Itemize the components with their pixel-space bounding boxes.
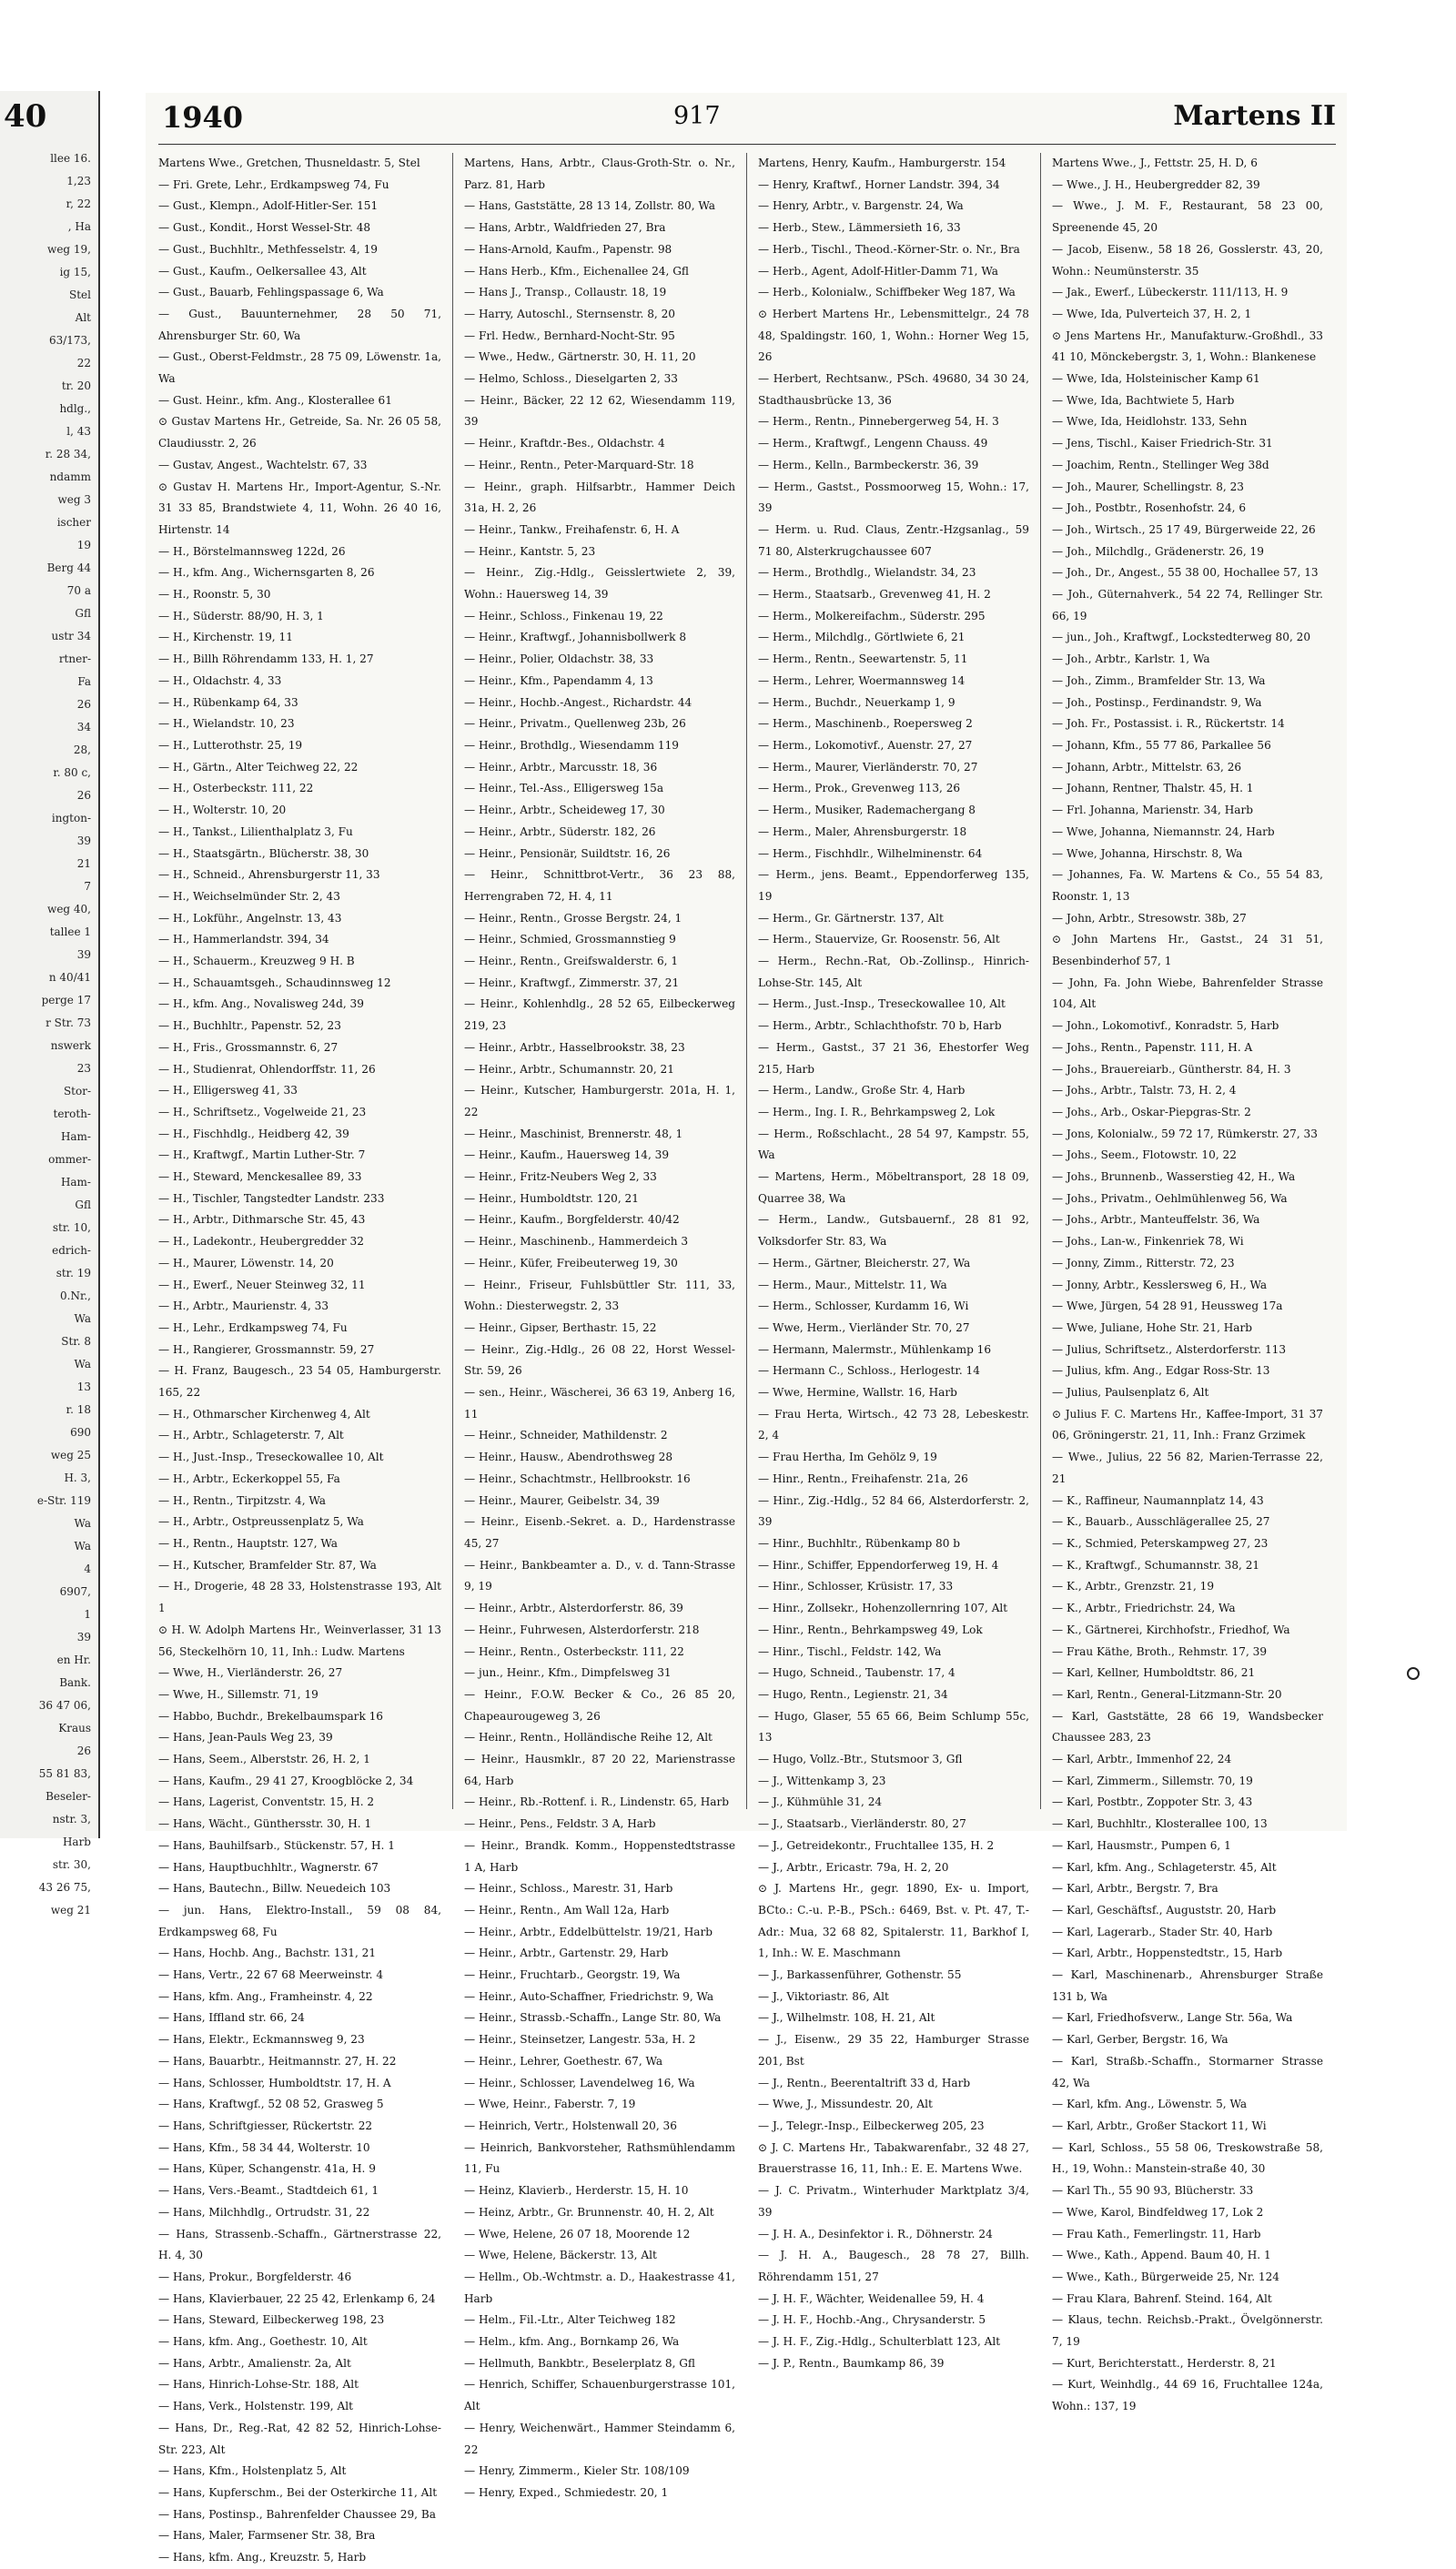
directory-column-2	[452, 153, 746, 2499]
directory-entries-1: Martens Wwe., Gretchen, Thusneldastr. 5, Stel — Fri. Grete, Lehr., Erdkampsweg 74, Fu — Gust., Klempn., Adolf-Hitler-Ser. 151 — Gust., Kondit., Horst Wessel-Str. 48 — Gust., Buchhltr., Methfesselstr. 4, 19 — Gust., Kaufm., Oelkersallee 43, Alt — Gust., Bauarb, Fehlingspassage 6, Wa — Gust., Bauunternehmer, 28 50 71, Ahrensburger Str. 60, Wa — Gust., Oberst-Feldmstr., 28 75 09, Löwenstr. 1a, Wa — Gust. Heinr., kfm. Ang., Klosterallee 61 ⊙ Gustav Martens Hr., Getreide, Sa. Nr. 26 05 58, Claudiusstr. 2, 26 — Gustav, Angest., Wachtelstr. 67, 33 ⊙ Gustav H. Martens Hr., Import-Agentur, S.-Nr. 31 33 85, Brandstwiete 4, 11, Wohn. 26 40 16, Hirtenstr. 14 — H., Börstelmannsweg 122d, 26 — H., kfm. Ang., Wichernsgarten 8, 26 — H., Roonstr. 5, 30 — H., Süderstr. 88/90, H. 3, 1 — H., Kirchenstr. 19, 11 — H., Billh Röhrendamm 133, H. 1, 27 — H., Oldachstr. 4, 33 — H., Rübenkamp 64, 33 — H., Wielandstr. 10, 23 — H., Lutterothstr. 25, 19 — H., Gärtn., Alter Teichweg 22, 22 — H., Osterbeckstr. 111, 22 — H., Wolterstr. 10, 20 — H., Tankst., Lilienthalplatz 3, Fu — H., Staatsgärtn., Blücherstr. 38, 30 — H., Schneid., Ahrensburgerstr 11, 33 — H., Weichselmünder Str. 2, 43 — H., Lokführ., Angelnstr. 13, 43 — H., Hammerlandstr. 394, 34 — H., Schauerm., Kreuzweg 9 H. B — H., Schauamtsgeh., Schaudinnsweg 12 — H., kfm. Ang., Novalisweg 24d, 39 — H., Buchhltr., Papenstr. 52, 23 — H., Fris., Grossmannstr. 6, 27 — H., Studienrat, Ohlendorffstr. 11, 26 — H., Elligersweg 41, 33 — H., Schriftsetz., Vogelweide 21, 23 — H., Fischhdlg., Heidberg 42, 39 — H., Kraftwgf., Martin Luther-Str. 7 — H., Steward, Menckesallee 89, 33 — H., Tischler, Tangstedter Landstr. 233 — H., Arbtr., Dithmarsche Str. 45, 43 — H., Ladekontr., Heubergredder 32 — H., Maurer, Löwenstr. 14, 20 — H., Ewerf., Neuer Steinweg 32, 11 — H., Arbtr., Maurienstr. 4, 33 — H., Lehr., Erdkampsweg 74, Fu — H., Rangierer, Grossmannstr. 59, 27 — H. Franz, Baugesch., 23 54 05, Hamburgerstr. 165, 22 — H., Othmarscher Kirchenweg 4, Alt — H., Arbtr., Schlageterstr. 7, Alt — H., Just.-Insp., Treseckowallee 10, Alt — H., Arbtr., Eckerkoppel 55, Fa — H., Rentn., Tirpitzstr. 4, Wa — H., Arbtr., Ostpreussenplatz 5, Wa — H., Rentn., Hauptstr. 127, Wa — H., Kutscher, Bramfelder Str. 87, Wa — H., Drogerie, 48 28 33, Holstenstrasse 193, Alt 1 ⊙ H. W. Adolph Martens Hr., Weinverlasser, 31 13 56, Steckelhörn 10, 11, Inh.: Ludw. Martens — Wwe, H., Vierländerstr. 26, 27 — Wwe, H., Sillemstr. 71, 19 — Habbo, Buchdr., Brekelbaumspark 16 — Hans, Jean-Pauls Weg 23, 39 — Hans, Seem., Alberststr. 26, H. 2, 1 — Hans, Kaufm., 29 41 27, Kroogblöcke 2, 34 — Hans, Lagerist, Conventstr. 15, H. 2 — Hans, Wächt., Günthersstr. 30, H. 1 — Hans, Bauhilfsarb., Stückenstr. 57, H. 1 — Hans, Hauptbuchhltr., Wagnerstr. 67 — Hans, Bautechn., Billw. Neuedeich 103 — jun. Hans, Elektro-Install., 59 08 84, Erdkampsweg 68, Fu — Hans, Hochb. Ang., Bachstr. 131, 21 — Hans, Vertr., 22 67 68 Meerweinstr. 4 — Hans, kfm. Ang., Framheinstr. 4, 22 — Hans, Iffland str. 66, 24 — Hans, Elektr., Eckmannsweg 9, 23 — Hans, Bauarbtr., Heitmannstr. 27, H. 22 — Hans, Schlosser, Humboldtstr. 17, H. A — Hans, Kraftwgf., 52 08 52, Grasweg 5 — Hans, Schriftgiesser, Rückertstr. 22 — Hans, Kfm., 58 34 44, Wolterstr. 10 — Hans, Küper, Schangenstr. 41a, H. 9 — Hans, Vers.-Beamt., Stadtdeich 61, 1 — Hans, Milchhdlg., Ortrudstr. 31, 22 — Hans, Strassenb.-Schaffn., Gärtnerstrasse 22, H. 4, 30 — Hans, Prokur., Borgfelderstr. 46 — Hans, Klavierbauer, 22 25 42, Erlenkamp 6, 24 — Hans, Steward, Eilbeckerweg 198, 23 — Hans, kfm. Ang., Goethestr. 10, Alt — Hans, Arbtr., Amalienstr. 2a, Alt — Hans, Hinrich-Lohse-Str. 188, Alt — Hans, Verk., Holstenstr. 199, Alt — Hans, Dr., Reg.-Rat, 42 82 52, Hinrich-Lohse-Str. 223, Alt — Hans, Kfm., Holstenplatz 5, Alt — Hans, Kupferschm., Bei der Osterkirche 11, Alt — Hans, Postinsp., Bahrenfelder Chaussee 29, Ba — Hans, Maler, Farmsener Str. 38, Bra — Hans, kfm. Ang., Kreuzstr. 5, Harb	[158, 157, 441, 2564]
directory-entries-2: Martens, Hans, Arbtr., Claus-Groth-Str. o. Nr., Parz. 81, Harb — Hans, Gaststätte, 28 13 14, Zollstr. 80, Wa — Hans, Arbtr., Waldfrieden 27, Bra — Hans-Arnold, Kaufm., Papenstr. 98 — Hans Herb., Kfm., Eichenallee 24, Gfl — Hans J., Transp., Collaustr. 18, 19 — Harry, Autoschl., Sternsenstr. 8, 20 — Frl. Hedw., Bernhard-Nocht-Str. 95 — Wwe., Hedw., Gärtnerstr. 30, H. 11, 20 — Helmo, Schloss., Dieselgarten 2, 33 — Heinr., Bäcker, 22 12 62, Wiesendamm 119, 39 — Heinr., Kraftdr.-Bes., Oldachstr. 4 — Heinr., Rentn., Peter-Marquard-Str. 18 — Heinr., graph. Hilfsarbtr., Hammer Deich 31a, H. 2, 26 — Heinr., Tankw., Freihafenstr. 6, H. A — Heinr., Kantstr. 5, 23 — Heinr., Zig.-Hdlg., Geisslertwiete 2, 39, Wohn.: Hauersweg 14, 39 — Heinr., Schloss., Finkenau 19, 22 — Heinr., Kraftwgf., Johannisbollwerk 8 — Heinr., Polier, Oldachstr. 38, 33 — Heinr., Kfm., Papendamm 4, 13 — Heinr., Hochb.-Angest., Richardstr. 44 — Heinr., Privatm., Quellenweg 23b, 26 — Heinr., Brothdlg., Wiesendamm 119 — Heinr., Arbtr., Marcusstr. 18, 36 — Heinr., Tel.-Ass., Elligersweg 15a — Heinr., Arbtr., Scheideweg 17, 30 — Heinr., Arbtr., Süderstr. 182, 26 — Heinr., Pensionär, Suildtstr. 16, 26 — Heinr., Schnittbrot-Vertr., 36 23 88, Herrengraben 72, H. 4, 11 — Heinr., Rentn., Grosse Bergstr. 24, 1 — Heinr., Schmied, Grossmannstieg 9 — Heinr., Rentn., Greifswalderstr. 6, 1 — Heinr., Kraftwgf., Zimmerstr. 37, 21 — Heinr., Kohlenhdlg., 28 52 65, Eilbeckerweg 219, 23 — Heinr., Arbtr., Hasselbrookstr. 38, 23 — Heinr., Arbtr., Schumannstr. 20, 21 — Heinr., Kutscher, Hamburgerstr. 201a, H. 1, 22 — Heinr., Maschinist, Brennerstr. 48, 1 — Heinr., Kaufm., Hauersweg 14, 39 — Heinr., Fritz-Neubers Weg 2, 33 — Heinr., Humboldtstr. 120, 21 — Heinr., Kaufm., Borgfelderstr. 40/42 — Heinr., Maschinenb., Hammerdeich 3 — Heinr., Küfer, Freibeuterweg 19, 30 — Heinr., Friseur, Fuhlsbüttler Str. 111, 33, Wohn.: Diesterwegstr. 2, 33 — Heinr., Gipser, Berthastr. 15, 22 — Heinr., Zig.-Hdlg., 26 08 22, Horst Wessel-Str. 59, 26 — sen., Heinr., Wäscherei, 36 63 19, Anberg 16, 11 — Heinr., Schneider, Mathildenstr. 2 — Heinr., Hausw., Abendrothsweg 28 — Heinr., Schachtmstr., Hellbrookstr. 16 — Heinr., Maurer, Geibelstr. 34, 39 — Heinr., Eisenb.-Sekret. a. D., Hardenstrasse 45, 27 — Heinr., Bankbeamter a. D., v. d. Tann-Strasse 9, 19 — Heinr., Arbtr., Alsterdorferstr. 86, 39 — Heinr., Fuhrwesen, Alsterdorferstr. 218 — Heinr., Rentn., Osterbeckstr. 111, 22 — jun., Heinr., Kfm., Dimpfelsweg 31 — Heinr., F.O.W. Becker & Co., 26 85 20, Chapeaurougeweg 3, 26 — Heinr., Rentn., Holländische Reihe 12, Alt — Heinr., Hausmklr., 87 20 22, Marienstrasse 64, Harb — Heinr., Rb.-Rottenf. i. R., Lindenstr. 65, Harb — Heinr., Pens., Feldstr. 3 A, Harb — Heinr., Brandk. Komm., Hoppenstedtstrasse 1 A, Harb — Heinr., Schloss., Marestr. 31, Harb — Heinr., Rentn., Am Wall 12a, Harb — Heinr., Arbtr., Eddelbüttelstr. 19/21, Harb — Heinr., Arbtr., Gartenstr. 29, Harb — Heinr., Fruchtarb., Georgstr. 19, Wa — Heinr., Auto-Schaffner, Friedrichstr. 9, Wa — Heinr., Strassb.-Schaffn., Lange Str. 80, Wa — Heinr., Steinsetzer, Langestr. 53a, H. 2 — Heinr., Lehrer, Goethestr. 67, Wa — Heinr., Schlosser, Lavendelweg 16, Wa — Wwe, Heinr., Faberstr. 7, 19 — Heinrich, Vertr., Holstenwall 20, 36 — Heinrich, Bankvorsteher, Rathsmühlendamm 11, Fu — Heinz, Klavierb., Herderstr. 15, H. 10 — Heinz, Arbtr., Gr. Brunnenstr. 40, H. 2, Alt — Wwe, Helene, 26 07 18, Moorende 12 — Wwe, Helene, Bäckerstr. 13, Alt — Hellm., Ob.-Wchtmstr. a. D., Haakestrasse 41, Harb — Helm., Fil.-Ltr., Alter Teichweg 182 — Helm., kfm. Ang., Bornkamp 26, Wa — Hellmuth, Bankbtr., Beselerplatz 8, Gfl — Henrich, Schiffer, Schauenburgerstrasse 101, Alt — Henry, Weichenwärt., Hammer Steindamm 6, 22 — Henry, Zimmerm., Kieler Str. 108/109 — Henry, Exped., Schmiedestr. 20, 1	[464, 157, 735, 2499]
adjacent-page-strip	[0, 91, 100, 1917]
directory-entries-3: Martens, Henry, Kaufm., Hamburgerstr. 154 — Henry, Kraftwf., Horner Landstr. 394, 34 — Henry, Arbtr., v. Bargenstr. 24, Wa — Herb., Stew., Lämmersieth 16, 33 — Herb., Tischl., Theod.-Körner-Str. o. Nr., Bra — Herb., Agent, Adolf-Hitler-Damm 71, Wa — Herb., Kolonialw., Schiffbeker Weg 187, Wa ⊙ Herbert Martens Hr., Lebensmittelgr., 24 78 48, Spaldingstr. 160, 1, Wohn.: Horner Weg 15, 26 — Herbert, Rechtsanw., PSch. 49680, 34 30 24, Stadthausbrücke 13, 36 — Herm., Rentn., Pinnebergerweg 54, H. 3 — Herm., Kraftwgf., Lengenn Chauss. 49 — Herm., Kelln., Barmbeckerstr. 36, 39 — Herm., Gastst., Possmoorweg 15, Wohn.: 17, 39 — Herm. u. Rud. Claus, Zentr.-Hzgsanlag., 59 71 80, Alsterkrugchaussee 607 — Herm., Brothdlg., Wielandstr. 34, 23 — Herm., Staatsarb., Grevenweg 41, H. 2 — Herm., Molkereifachm., Süderstr. 295 — Herm., Milchdlg., Görtlwiete 6, 21 — Herm., Rentn., Seewartenstr. 5, 11 — Herm., Lehrer, Woermannsweg 14 — Herm., Buchdr., Neuerkamp 1, 9 — Herm., Maschinenb., Roepersweg 2 — Herm., Lokomotivf., Auenstr. 27, 27 — Herm., Maurer, Vierländerstr. 70, 27 — Herm., Prok., Grevenweg 113, 26 — Herm., Musiker, Rademachergang 8 — Herm., Maler, Ahrensburgerstr. 18 — Herm., Fischhdlr., Wilhelminenstr. 64 — Herm., jens. Beamt., Eppendorferweg 135, 19 — Herm., Gr. Gärtnerstr. 137, Alt — Herm., Stauervize, Gr. Roosenstr. 56, Alt — Herm., Rechn.-Rat, Ob.-Zollinsp., Hinrich-Lohse-Str. 145, Alt — Herm., Just.-Insp., Treseckowallee 10, Alt — Herm., Arbtr., Schlachthofstr. 70 b, Harb — Herm., Gastst., 37 21 36, Ehestorfer Weg 215, Harb — Herm., Landw., Große Str. 4, Harb — Herm., Ing. I. R., Behrkampsweg 2, Lok — Herm., Roßschlacht., 28 54 97, Kampstr. 55, Wa — Martens, Herm., Möbeltransport, 28 18 09, Quarree 38, Wa — Herm., Landw., Gutsbauernf., 28 81 92, Volksdorfer Str. 83, Wa — Herm., Gärtner, Bleicherstr. 27, Wa — Herm., Maur., Mittelstr. 11, Wa — Herm., Schlosser, Kurdamm 16, Wi — Wwe, Herm., Vierländer Str. 70, 27 — Hermann, Malermstr., Mühlenkamp 16 — Hermann C., Schloss., Herlogestr. 14 — Wwe, Hermine, Wallstr. 16, Harb — Frau Herta, Wirtsch., 42 73 28, Lebeskestr. 2, 4 — Frau Hertha, Im Gehölz 9, 19 — Hinr., Rentn., Freihafenstr. 21a, 26 — Hinr., Zig.-Hdlg., 52 84 66, Alsterdorferstr. 2, 39 — Hinr., Buchhltr., Rübenkamp 80 b — Hinr., Schiffer, Eppendorferweg 19, H. 4 — Hinr., Schlosser, Krüsistr. 17, 33 — Hinr., Zollsekr., Hohenzollernring 107, Alt — Hinr., Rentn., Behrkampsweg 49, Lok — Hinr., Tischl., Feldstr. 142, Wa — Hugo, Schneid., Taubenstr. 17, 4 — Hugo, Rentn., Legienstr. 21, 34 — Hugo, Glaser, 55 65 66, Beim Schlump 55c, 13 — Hugo, Vollz.-Btr., Stutsmoor 3, Gfl — J., Wittenkamp 3, 23 — J., Kühmühle 31, 24 — J., Staatsarb., Vierländerstr. 80, 27 — J., Getreidekontr., Fruchtallee 135, H. 2 — J., Arbtr., Ericastr. 79a, H. 2, 20 ⊙ J. Martens Hr., gegr. 1890, Ex- u. Import, BCto.: C.-u. P.-B., PSch.: 6469, Bst. v. Pt. 47, T.-Adr.: Mua, 32 68 82, Spitalerstr. 11, Barkhof I, 1, Inh.: W. E. Maschmann — J., Barkassenführer, Gothenstr. 55 — J., Viktoriastr. 86, Alt — J., Wilhelmstr. 108, H. 21, Alt — J., Eisenw., 29 35 22, Hamburger Strasse 201, Bst — J., Rentn., Beerentaltrift 33 d, Harb — Wwe, J., Missundestr. 20, Alt — J., Telegr.-Insp., Eilbeckerweg 205, 23 ⊙ J. C. Martens Hr., Tabakwarenfabr., 32 48 27, Brauerstrasse 16, 11, Inh.: E. E. Martens Wwe. — J. C. Privatm., Winterhuder Marktplatz 3/4, 39 — J. H. A., Desinfektor i. R., Döhnerstr. 24 — J. H. A., Baugesch., 28 78 27, Billh. Röhrendamm 151, 27 — J. H. F., Wächter, Weidenallee 59, H. 4 — J. H. F., Hochb.-Ang., Chrysanderstr. 5 — J. H. F., Zig.-Hdlg., Schulterblatt 123, Alt — J. P., Rentn., Baumkamp 86, 39	[758, 157, 1029, 2370]
running-title: Martens II	[1173, 100, 1336, 132]
directory-column-3	[746, 153, 1040, 2370]
directory-column-1	[158, 153, 452, 2564]
adjacent-page-number: 40	[4, 98, 47, 135]
page-number: 917	[673, 102, 721, 130]
scan-hole-mark	[1407, 1667, 1420, 1680]
directory-column-4	[1040, 153, 1334, 2413]
directory-page	[146, 93, 1347, 2564]
directory-columns	[158, 153, 1334, 2564]
adjacent-page-fragments: llee 16. 1,23 r, 22 , Ha weg 19, ig 15, Stel Alt 63/173, 22 tr. 20 hdlg., l, 43 r. 28 34, ndamm weg 3 ischer 19 Berg 44 70 a Gfl ustr 34 rtner- Fa 26 34 28, r. 80 c, 26 ington- 39 21 7 weg 40, tallee 1 39 n 40/41 perge 17 r Str. 73 nswerk 23 Stor- teroth- Ham- ommer- Ham- Gfl str. 10, edrich- str. 19 0.Nr., Wa Str. 8 Wa 13 r. 18 690 weg 25 H. 3, e-Str. 119 Wa Wa 4 6907, 1 39 en Hr. Bank. 36 47 06, Kraus 26 55 81 83, Beseler- nstr. 3, Harb str. 30, 43 26 75, weg 21	[36, 152, 91, 1917]
page-year: 1940	[162, 100, 244, 135]
header-rule	[158, 144, 1336, 145]
directory-entries-4: Martens Wwe., J., Fettstr. 25, H. D, 6 — Wwe., J. H., Heubergredder 82, 39 — Wwe., J. M. F., Restaurant, 58 23 00, Spreenende 45, 20 — Jacob, Eisenw., 58 18 26, Gosslerstr. 43, 20, Wohn.: Neumünsterstr. 35 — Jak., Ewerf., Lübeckerstr. 111/113, H. 9 — Wwe, Ida, Pulverteich 37, H. 2, 1 ⊙ Jens Martens Hr., Manufakturw.-Großhdl., 33 41 10, Mönckebergstr. 3, 1, Wohn.: Blankenese — Wwe, Ida, Holsteinischer Kamp 61 — Wwe, Ida, Bachtwiete 5, Harb — Wwe, Ida, Heidlohstr. 133, Sehn — Jens, Tischl., Kaiser Friedrich-Str. 31 — Joachim, Rentn., Stellinger Weg 38d — Joh., Maurer, Schellingstr. 8, 23 — Joh., Postbtr., Rosenhofstr. 24, 6 — Joh., Wirtsch., 25 17 49, Bürgerweide 22, 26 — Joh., Milchdlg., Grädenerstr. 26, 19 — Joh., Dr., Angest., 55 38 00, Hochallee 57, 13 — Joh., Güternahverk., 54 22 74, Rellinger Str. 66, 19 — jun., Joh., Kraftwgf., Lockstedterweg 80, 20 — Joh., Arbtr., Karlstr. 1, Wa — Joh., Zimm., Bramfelder Str. 13, Wa — Joh., Postinsp., Ferdinandstr. 9, Wa — Joh. Fr., Postassist. i. R., Rückertstr. 14 — Johann, Kfm., 55 77 86, Parkallee 56 — Johann, Arbtr., Mittelstr. 63, 26 — Johann, Rentner, Thalstr. 45, H. 1 — Frl. Johanna, Marienstr. 34, Harb — Wwe, Johanna, Niemannstr. 24, Harb — Wwe, Johanna, Hirschstr. 8, Wa — Johannes, Fa. W. Martens & Co., 55 54 83, Roonstr. 1, 13 — John, Arbtr., Stresowstr. 38b, 27 ⊙ John Martens Hr., Gastst., 24 31 51, Besenbinderhof 57, 1 — John, Fa. John Wiebe, Bahrenfelder Strasse 104, Alt — John., Lokomotivf., Konradstr. 5, Harb — Johs., Rentn., Papenstr. 111, H. A — Johs., Brauereiarb., Güntherstr. 84, H. 3 — Johs., Arbtr., Talstr. 73, H. 2, 4 — Johs., Arb., Oskar-Piepgras-Str. 2 — Jons, Kolonialw., 59 72 17, Rümkerstr. 27, 33 — Johs., Seem., Flotowstr. 10, 22 — Johs., Brunnenb., Wasserstieg 42, H., Wa — Johs., Privatm., Oehlmühlenweg 56, Wa — Johs., Arbtr., Manteuffelstr. 36, Wa — Johs., Lan-w., Finkenriek 78, Wi — Jonny, Zimm., Ritterstr. 72, 23 — Jonny, Arbtr., Kesslersweg 6, H., Wa — Wwe, Jürgen, 54 28 91, Heussweg 17a — Wwe, Juliane, Hohe Str. 21, Harb — Julius, Schriftsetz., Alsterdorferstr. 113 — Julius, kfm. Ang., Edgar Ross-Str. 13 — Julius, Paulsenplatz 6, Alt ⊙ Julius F. C. Martens Hr., Kaffee-Import, 31 37 06, Gröningerstr. 21, 11, Inh.: Franz Grzimek — Wwe., Julius, 22 56 82, Marien-Terrasse 22, 21 — K., Raffineur, Naumannplatz 14, 43 — K., Bauarb., Ausschlägerallee 25, 27 — K., Schmied, Peterskampweg 27, 23 — K., Kraftwgf., Schumannstr. 38, 21 — K., Arbtr., Grenzstr. 21, 19 — K., Arbtr., Friedrichstr. 24, Wa — K., Gärtnerei, Kirchhofstr., Friedhof, Wa — Frau Käthe, Broth., Rehmstr. 17, 39 — Karl, Kellner, Humboldtstr. 86, 21 — Karl, Rentn., General-Litzmann-Str. 20 — Karl, Gaststätte, 28 66 19, Wandsbecker Chaussee 283, 23 — Karl, Arbtr., Immenhof 22, 24 — Karl, Zimmerm., Sillemstr. 70, 19 — Karl, Postbtr., Zoppoter Str. 3, 43 — Karl, Buchhltr., Klosterallee 100, 13 — Karl, Hausmstr., Pumpen 6, 1 — Karl, kfm. Ang., Schlageterstr. 45, Alt — Karl, Arbtr., Bergstr. 7, Bra — Karl, Geschäftsf., Auguststr. 20, Harb — Karl, Lagerarb., Stader Str. 40, Harb — Karl, Arbtr., Hoppenstedtstr., 15, Harb — Karl, Maschinenarb., Ahrensburger Straße 131 b, Wa — Karl, Friedhofsverw., Lange Str. 56a, Wa — Karl, Gerber, Bergstr. 16, Wa — Karl, Straßb.-Schaffn., Stormarner Strasse 42, Wa — Karl, kfm. Ang., Löwenstr. 5, Wa — Karl, Arbtr., Großer Stackort 11, Wi — Karl, Schloss., 55 58 06, Treskowstraße 58, H., 19, Wohn.: Manstein-straße 40, 30 — Karl Th., 55 90 93, Blücherstr. 33 — Wwe, Karol, Bindfeldweg 17, Lok 2 — Frau Kath., Femerlingstr. 11, Harb — Wwe., Kath., Append. Baum 40, H. 1 — Wwe., Kath., Bürgerweide 25, Nr. 124 — Frau Klara, Bahrenf. Steind. 164, Alt — Klaus, techn. Reichsb.-Prakt., Övelgönnerstr. 7, 19 — Kurt, Berichterstatt., Herderstr. 8, 21 — Kurt, Weinhdlg., 44 69 16, Fruchtallee 124a, Wohn.: 137, 19	[1052, 157, 1323, 2413]
page-header	[158, 100, 1338, 140]
